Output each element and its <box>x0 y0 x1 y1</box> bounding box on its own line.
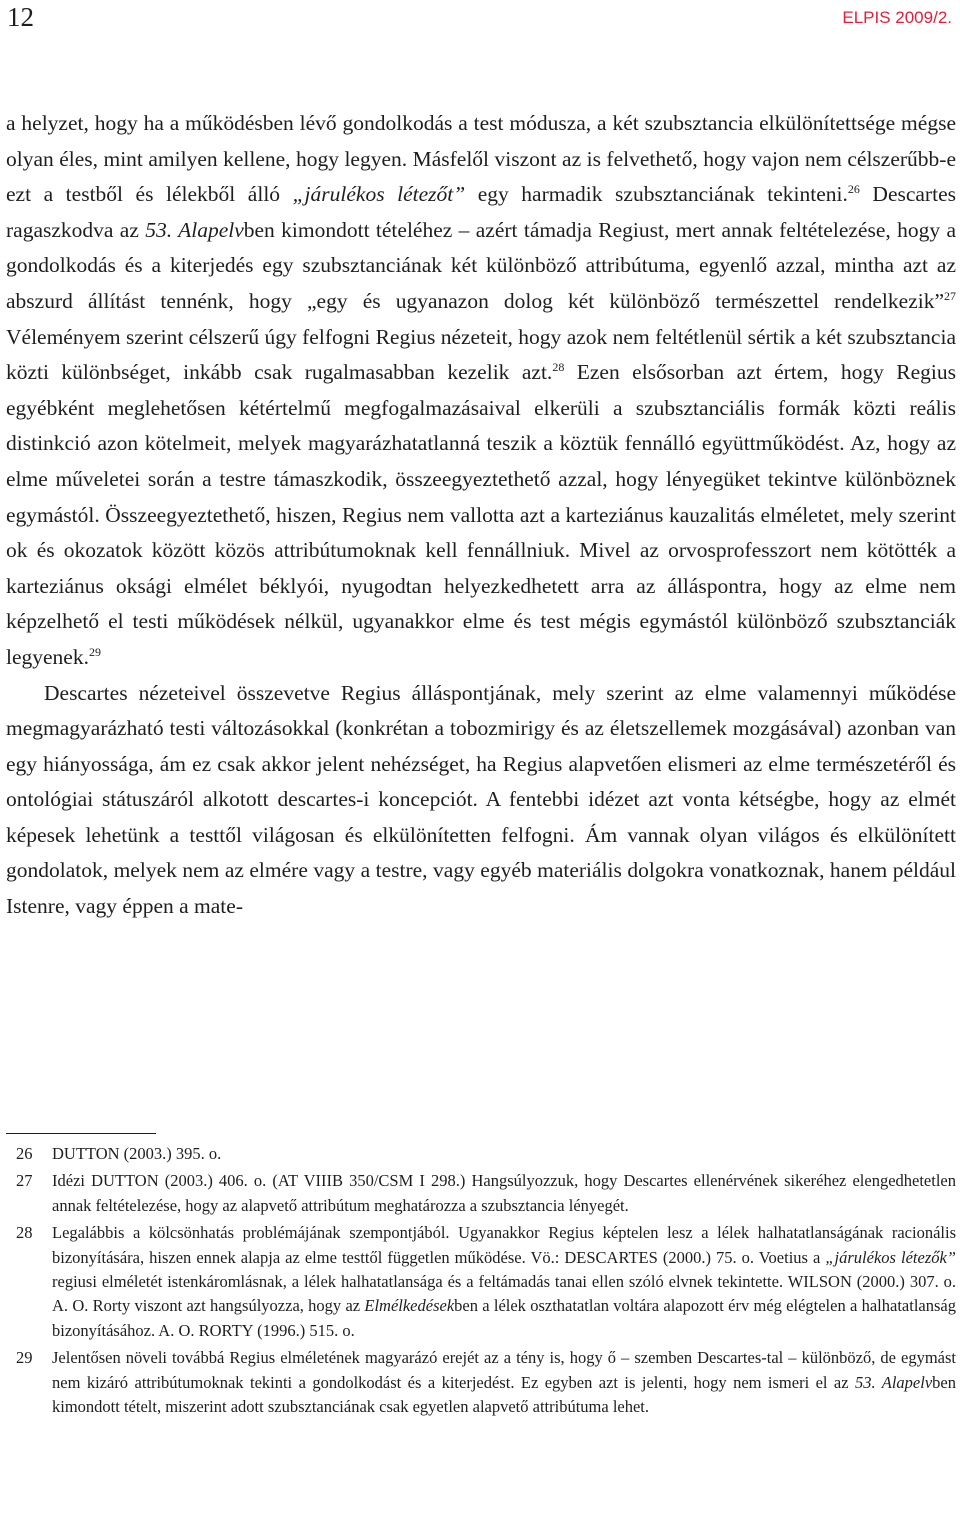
footnote-ref-26[interactable]: 26 <box>847 182 860 197</box>
paragraph-text: egy harmadik szubsztanciának tekinteni. <box>465 182 848 207</box>
footnote-number: 28 <box>16 1223 33 1243</box>
footnote-ref-29[interactable]: 29 <box>88 644 101 659</box>
footnote-text <box>52 1142 956 1166</box>
footnote-text-part: Idézi DUTTON (2003.) 406. o. (AT VIIIB 350/CSM I 298.) Hangsúlyozzuk, hogy Descartes ellenérvének sikeréhez elengedhetetlen annak feltételezése, hogy az alapvető attribútum meghatározza a szubsztancia lényegét. <box>52 1171 956 1215</box>
footnote-ref-27[interactable]: 27 <box>944 288 956 303</box>
footnote-divider <box>6 1133 156 1134</box>
paragraph-text: a helyzet, hogy ha a működésben lévő gondolkodás a test módusza, a két szubsztancia elkülönítettsége mégse olyan éles, mint amilyen kellene, hogy legyen. Másfelől viszont az is felvethető, hogy vajon nem célszerűbb-e ezt a testből és lélekből álló <box>6 111 956 207</box>
footnote-text <box>52 1169 956 1218</box>
footnote-text-part: Legalábbis a kölcsönhatás problémájának szempontjából. Ugyanakkor Regius képtelen lesz a lélek halhatatlanságának racionális bizonyítására, hiszen ennek alapja az elme testtől független működése. Vö.: DESCARTES (2000.) 75. o. Voetius a <box>52 1223 956 1267</box>
footnote-29 <box>6 1346 956 1419</box>
italic-phrase: „járulékos létezőt” <box>292 182 466 207</box>
paragraph-text: Descartes nézeteivel összevetve Regius álláspontjának, mely szerint az elme valamennyi működése megmagyarázható testi változásokkal (konkrétan a tobozmirigy és az életszellemek mozgásával) azonban van egy hiányossága, ám ez csak akkor jelent nehézséget, ha Regius alapvetően elismeri az elme természetéről és ontológiai státuszáról alkotott descartes-i koncepciót. A fentebbi idézet azt vonta kétségbe, hogy az elmét képesek lehetünk a testtől világosan és elkülönítetten felfogni. Ám vannak olyan világos és elkülönített gondolatok, melyek nem az elmére vagy a testre, vagy egyéb materiális dolgokra vonatkoznak, hanem például Istenre, vagy éppen a mate- <box>6 680 956 919</box>
footnote-27 <box>6 1169 956 1218</box>
paragraph-2 <box>6 676 956 925</box>
paragraph-1 <box>6 106 956 676</box>
footnote-text-part: ben kimondott tételt, miszerint adott szubsztanciának csak egyetlen alapvető attribútuma lehet. <box>52 1372 956 1417</box>
paragraph-text: Descartes ragaszkodva az <box>6 182 956 242</box>
footnotes <box>6 1142 956 1422</box>
footnote-ref-28[interactable]: 28 <box>552 360 565 374</box>
body-text <box>6 106 956 925</box>
italic-phrase: 53. Alapelv <box>855 1372 933 1392</box>
page-header <box>0 0 960 40</box>
footnote-text-part: DUTTON (2003.) 395. o. <box>52 1144 222 1163</box>
paragraph-text: Ezen elsősorban azt értem, hogy Regius egyébként meglehetősen kétértelmű megfogalmazásaival elkerüli a szubsztanciális formák közti reális distinkció azon kötelmeit, melyek magyarázhatatlanná teszik a köztük fennálló együttműködést. Az, hogy az elme műveletei során a testre támaszkodik, összeegyeztethető azzal, hogy lényegüket tekintve különböznek egymástól. Összeegyeztethető, hiszen, Regius nem vallotta azt a karteziánus kauzalitás elméletet, mely szerint ok és okozatok között közös attribútumoknak kell fennállniuk. Mivel az orvosprofesszort nem kötötték a karteziánus oksági elmélet béklyói, nyugodtan helyezkedhetett arra az álláspontra, hogy az elme nem képzelhető el testi működések nélkül, ugyanakkor elme és test mégis egymástól különböző szubsztanciák legyenek. <box>6 360 956 669</box>
footnote-number: 26 <box>16 1144 33 1163</box>
paragraph-text: ben kimondott tételéhez – azért támadja Regiust, mert annak feltételezése, hogy a gondolkodás és a kiterjedés egy szubsztanciának két különböző attribútuma, egyenlő azzal, mintha azt az abszurd állítást tennénk, hogy „egy és ugyanazon dolog két különböző természettel rendelkezik” <box>6 217 956 313</box>
italic-phrase: Elmélkedések <box>364 1296 455 1316</box>
page-number: 12 <box>7 2 34 32</box>
journal-name: ELPIS 2009/2. <box>842 8 952 27</box>
footnote-text-part: regiusi elméletét istenkáromlásnak, a lélek halhatatlansága és a feltámadás tanai ellen szóló elvnek tekintette. WILSON (2000.) 307. o. A. O. Rorty viszont azt hangsúlyozza, hogy az <box>52 1272 956 1316</box>
footnote-text <box>52 1346 956 1419</box>
footnote-26 <box>6 1142 956 1166</box>
footnote-text-part: ben a lélek oszthatatlan voltára alapozott érv még elégtelen a halhatatlanság bizonyításához. A. O. RORTY (1996.) 515. o. <box>52 1296 956 1340</box>
italic-phrase: „járulékos létezők” <box>825 1247 956 1267</box>
footnote-text <box>52 1221 956 1343</box>
footnote-text-part: Jelentősen növeli továbbá Regius elméletének magyarázó erejét az a tény is, hogy ő – szemben Descartes-tal – különböző, de egymást nem kizáró attribútumoknak tekinti a gondolkodást és a kiterjedést. Ez egyben azt is jelenti, hogy nem ismeri el az <box>52 1348 956 1392</box>
footnote-28 <box>6 1221 956 1343</box>
paragraph-text: Véleményem szerint célszerű úgy felfogni Regius nézeteit, hogy azok nem feltétlenül sértik a két szubsztancia közti különbséget, inkább csak rugalmasabban kezelik azt. <box>6 324 956 385</box>
footnote-number: 29 <box>16 1348 33 1368</box>
footnote-number: 27 <box>16 1171 33 1191</box>
italic-phrase: 53. Alapelv <box>145 217 244 242</box>
